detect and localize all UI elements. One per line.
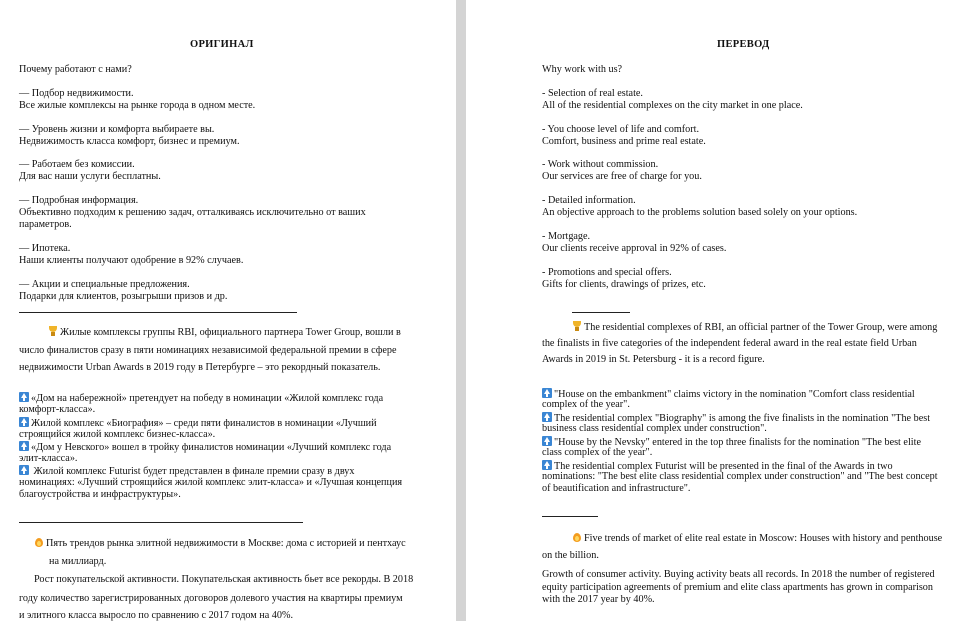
translation-nomination-cont: class complex of the year". (542, 447, 653, 458)
original-item-desc: Недвижимость класса комфорт, бизнес и премиум. (19, 136, 240, 147)
translation-award-line: Awards in 2019 in St. Petersburg - it is a record figure. (542, 354, 765, 365)
original-item-desc: Подарки для клиентов, розыгрыши призов и др. (19, 291, 228, 302)
original-item-desc: Все жилые комплексы на рынке города в одном месте. (19, 100, 256, 111)
original-trends-line: на миллиард. (49, 556, 107, 567)
translation-nomination-cont: complex of the year". (542, 399, 630, 410)
original-item-title: — Работаем без комиссии. (19, 159, 135, 170)
translation-page (466, 0, 969, 621)
up-arrow-icon (19, 417, 29, 427)
translation-growth-line: Growth of consumer activity. Buying activity beats all records. In 2018 the number of registered (542, 569, 935, 580)
original-item-title: — Уровень жизни и комфорта выбираете вы. (19, 124, 215, 135)
original-item-desc: Объективно подходим к решению задач, отталкиваясь исключительно от ваших (19, 207, 366, 218)
translation-growth-line: with the 2017 year by 40%. (542, 594, 655, 605)
award-text: The residential complexes of RBI, an official partner of the Tower Group, were among (584, 322, 938, 333)
original-nomination-cont: комфорт-класса». (19, 404, 96, 415)
translation-trends-line: on the billion. (542, 550, 599, 561)
nomination-text: "House by the Nevsky" entered in the top three finalists for the nomination "The best elite (554, 437, 921, 448)
separator-line (19, 522, 303, 523)
separator-line (572, 312, 630, 313)
translation-item-title: - You choose level of life and comfort. (542, 124, 700, 135)
original-growth-line: и элитного класса выросло по сравнению с 2017 годом на 40%. (19, 610, 294, 621)
original-item-desc: Наши клиенты получают одобрение в 92% случаев. (19, 255, 244, 266)
translation-item-title: - Work without commission. (542, 159, 659, 170)
separator-line (19, 312, 297, 313)
nomination-text: «Дом на набережной» претендует на победу в номинации «Жилой комплекс года (31, 393, 384, 404)
translation-item-title: - Selection of real estate. (542, 88, 643, 99)
up-arrow-icon (542, 388, 552, 398)
original-award-line: число финалистов сразу в пяти номинациях независимой федеральной премии в сфере (19, 345, 397, 356)
original-item-title: — Акции и специальные предложения. (19, 279, 190, 290)
fire-icon (34, 537, 44, 547)
trends-text: Пять трендов рынка элитной недвижимости в Москве: дома с историей и пентхаус (46, 538, 406, 549)
separator-line (542, 516, 598, 517)
nomination-text: The residential complex Futurist will be presented in the final of the Awards in two (554, 461, 893, 472)
translation-trends-line (572, 532, 942, 545)
translation-item-title: - Mortgage. (542, 231, 591, 242)
translation-item-desc: Our services are free of charge for you. (542, 171, 702, 182)
translation-item-title: - Promotions and special offers. (542, 267, 672, 278)
translation-item-title: - Detailed information. (542, 195, 636, 206)
original-award-line: недвижимости Urban Awards в 2019 году в Петербурге – это рекордный показатель. (19, 362, 381, 373)
up-arrow-icon (542, 460, 552, 470)
original-item-desc: Для вас наши услуги бесплатны. (19, 171, 161, 182)
original-item-title: — Подробная информация. (19, 195, 139, 206)
translation-item-desc: Comfort, business and prime real estate. (542, 136, 706, 147)
original-item-title: — Ипотека. (19, 243, 71, 254)
original-item-title: — Подбор недвижимости. (19, 88, 134, 99)
fire-icon (572, 532, 582, 542)
original-why: Почему работают с нами? (19, 64, 132, 75)
translation-nomination-cont: nominations: "The best elite class residential complex under construction" and "The best concept (542, 471, 938, 482)
translation-award-line: the finalists in five categories of the independent federal award in the real estate field Urban (542, 338, 917, 349)
translation-nomination-cont: business class residential complex under construction". (542, 423, 767, 434)
translation-item-desc: All of the residential complexes on the city market in one place. (542, 100, 803, 111)
original-nomination-cont: номинациях: «Лучший строящийся жилой комплекс элит-класса» и «Лучшая концепция (19, 477, 403, 488)
original-heading: ОРИГИНАЛ (190, 39, 254, 50)
nomination-text: «Дом у Невского» вошел в тройку финалистов номинации «Лучший комплекс года (31, 442, 392, 453)
translation-item-desc: Gifts for clients, drawings of prizes, etc. (542, 279, 706, 290)
translation-item-desc: Our clients receive approval in 92% of cases. (542, 243, 727, 254)
original-growth-line: Рост покупательской активности. Покупательская активность бьет все рекорды. В 2018 (34, 574, 414, 585)
translation-award-line (572, 321, 937, 334)
award-text: Жилые комплексы группы RBI, официального партнера Tower Group, вошли в (60, 327, 401, 338)
translation-heading: ПЕРЕВОД (717, 39, 770, 50)
nomination-text: Жилой комплекс «Биография» – среди пяти финалистов в номинации «Лучший (31, 418, 377, 429)
up-arrow-icon (19, 441, 29, 451)
original-nomination-cont: элит-класса». (19, 453, 78, 464)
trophy-icon (48, 326, 58, 336)
original-item-desc: параметров. (19, 219, 72, 230)
translation-growth-line: equity participation agreements of premium and elite class apartments has grown in comparison (542, 582, 933, 593)
nomination-text: The residential complex "Biography" is among the five finalists in the nomination "The best (554, 413, 931, 424)
original-nomination-cont: строящийся жилой комплекс бизнес-класса». (19, 429, 216, 440)
translation-why: Why work with us? (542, 64, 623, 75)
up-arrow-icon (542, 436, 552, 446)
original-trends-line (34, 537, 406, 550)
original-page (0, 0, 456, 621)
trends-text: Five trends of market of elite real estate in Moscow: Houses with history and penthouse (584, 533, 943, 544)
original-nomination-cont: благоустройства и инфраструктуры». (19, 489, 181, 500)
up-arrow-icon (19, 392, 29, 402)
original-growth-line: году количество зарегистрированных договоров долевого участия на квартиры премиум (19, 593, 403, 604)
nomination-text: Жилой комплекс Futurist будет представлен в финале премии сразу в двух (31, 466, 355, 477)
translation-nomination-cont: of beautification and infrastructure". (542, 483, 691, 494)
nomination-text: "House on the embankment" claims victory in the nomination "Comfort class residential (554, 389, 915, 400)
trophy-icon (572, 321, 582, 331)
translation-item-desc: An objective approach to the problems solution based solely on your options. (542, 207, 858, 218)
up-arrow-icon (19, 465, 29, 475)
up-arrow-icon (542, 412, 552, 422)
original-award-line (48, 326, 401, 339)
